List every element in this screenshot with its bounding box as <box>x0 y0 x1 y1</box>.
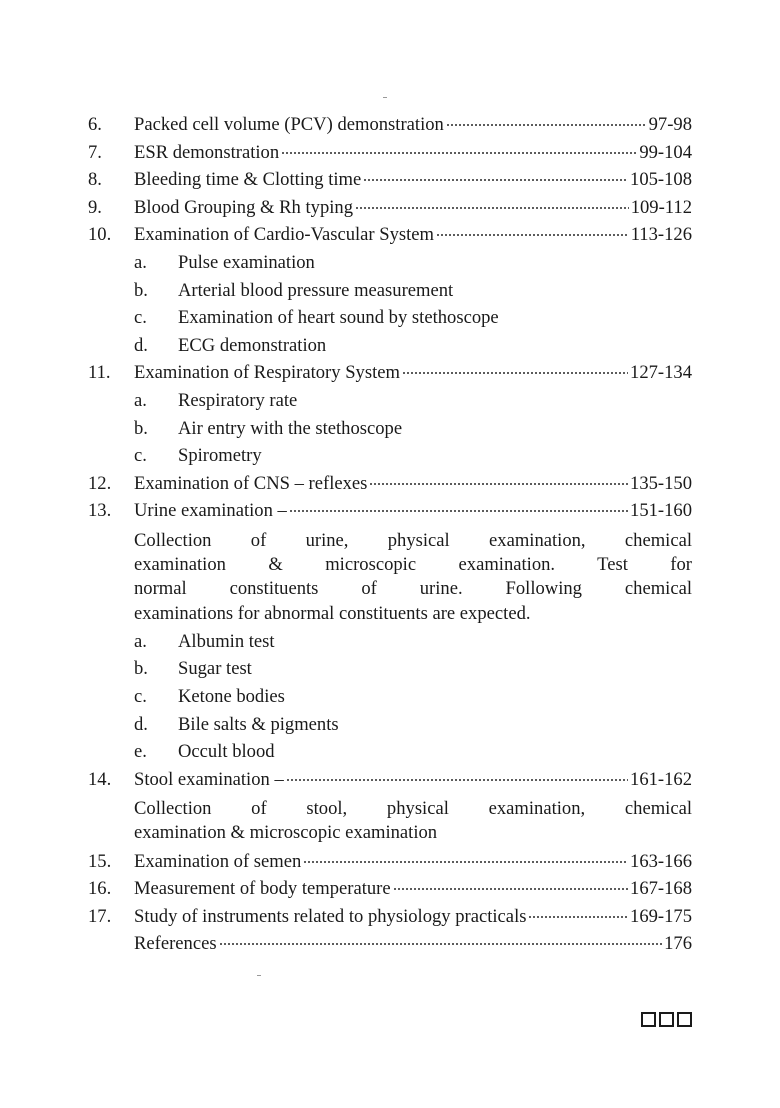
toc-entry-pages: 151-160 <box>630 500 692 522</box>
toc-entry-number: 17. <box>88 905 112 927</box>
dot-leader <box>355 207 629 209</box>
toc-entry[interactable] <box>88 766 692 794</box>
toc-entry-title: ESR demonstration <box>134 141 280 163</box>
toc-subentry <box>88 738 692 766</box>
subentry-text: Sugar test <box>178 658 252 680</box>
toc-entry-title: Measurement of body temperature <box>134 878 391 900</box>
toc-entry[interactable] <box>88 139 692 167</box>
toc-entry[interactable] <box>88 930 692 958</box>
toc-entry-number: 12. <box>88 472 112 494</box>
toc-entry-pages: 163-166 <box>630 850 692 872</box>
toc-entry[interactable] <box>88 194 692 222</box>
toc-entry-pages: 176 <box>664 933 692 955</box>
dot-leader <box>528 916 628 918</box>
toc-subentry <box>88 249 692 277</box>
dot-leader <box>289 510 628 512</box>
toc-entry-title: Packed cell volume (PCV) demonstration <box>134 114 444 135</box>
toc-subentry <box>88 655 692 683</box>
toc-subentry <box>88 442 692 470</box>
subentry-text: Ketone bodies <box>178 685 285 707</box>
toc-entry[interactable] <box>88 111 692 139</box>
toc-entry-number: 10. <box>88 224 112 246</box>
subentry-letter: a. <box>134 251 147 273</box>
toc-entry-title: Bleeding time & Clotting time <box>134 169 362 191</box>
description-line: Collection of stool, physical examination, chemical <box>134 798 692 820</box>
dot-leader <box>281 152 637 154</box>
subentry-letter: a. <box>134 389 147 411</box>
toc-entry[interactable] <box>88 221 692 249</box>
toc-entry-number: 8. <box>88 169 102 191</box>
scan-speck <box>383 97 387 98</box>
dot-leader <box>219 943 663 945</box>
toc-entry-pages: 105-108 <box>630 169 692 191</box>
description-line: normal constituents of urine. Following chemical <box>134 578 692 600</box>
subentry-letter: e. <box>134 741 147 763</box>
description-line: examination & microscopic examination. Test for <box>134 554 692 576</box>
subentry-text: Occult blood <box>178 741 275 763</box>
subentry-text: Albumin test <box>178 630 275 652</box>
toc-entry-description <box>88 797 692 845</box>
subentry-text: Air entry with the stethoscope <box>178 417 403 439</box>
toc-entry-number: 15. <box>88 850 112 872</box>
table-of-contents <box>88 111 692 958</box>
toc-entry[interactable] <box>88 875 692 903</box>
subentry-letter: c. <box>134 307 147 329</box>
toc-entry[interactable] <box>88 166 692 194</box>
toc-entry-pages: 97-98 <box>648 114 692 135</box>
toc-entry-title: Examination of Respiratory System <box>134 362 400 384</box>
subentry-text: Arterial blood pressure measurement <box>178 279 454 301</box>
toc-entry-title: Examination of CNS – reflexes <box>134 472 368 494</box>
toc-subentry <box>88 711 692 739</box>
toc-entry[interactable] <box>88 848 692 876</box>
toc-entry-number: 9. <box>88 196 102 218</box>
toc-entry-pages: 167-168 <box>630 878 692 900</box>
toc-entry-pages: 127-134 <box>630 362 692 384</box>
subentry-letter: b. <box>134 658 148 680</box>
toc-entry-pages: 109-112 <box>630 196 692 218</box>
toc-entry-pages: 99-104 <box>639 141 692 163</box>
description-line: Collection of urine, physical examination, chemical <box>134 529 692 551</box>
subentry-text: Spirometry <box>178 445 262 467</box>
toc-subentry <box>88 332 692 360</box>
end-of-section-mark-icon <box>641 1012 692 1027</box>
subentry-letter: c. <box>134 445 147 467</box>
toc-subentry <box>88 387 692 415</box>
toc-entry[interactable] <box>88 359 692 387</box>
toc-entry-title: Study of instruments related to physiology practicals <box>134 905 527 927</box>
toc-entry-title: Examination of Cardio-Vascular System <box>134 224 435 246</box>
toc-entry-pages: 113-126 <box>630 224 692 246</box>
description-line: examinations for abnormal constituents are expected. <box>134 602 531 624</box>
toc-entry-title: Stool examination – <box>134 768 284 790</box>
dot-leader <box>363 179 628 181</box>
square-icon <box>659 1012 674 1027</box>
toc-entry-pages: 169-175 <box>630 905 692 927</box>
toc-entry-title: Examination of semen <box>134 850 302 872</box>
toc-entry[interactable] <box>88 497 692 525</box>
subentry-text: Pulse examination <box>178 251 315 273</box>
dot-leader <box>393 888 628 890</box>
subentry-letter: c. <box>134 685 147 707</box>
subentry-text: Bile salts & pigments <box>178 713 339 735</box>
toc-entry-number: 13. <box>88 500 112 522</box>
toc-subentry <box>88 628 692 656</box>
dot-leader <box>402 372 628 374</box>
toc-subentry <box>88 683 692 711</box>
toc-subentry <box>88 277 692 305</box>
dot-leader <box>369 483 628 485</box>
toc-entry-pages: 161-162 <box>630 768 692 790</box>
subentry-text: ECG demonstration <box>178 334 327 356</box>
toc-subentry <box>88 415 692 443</box>
dot-leader <box>436 234 629 236</box>
subentry-text: Respiratory rate <box>178 389 298 411</box>
toc-entry-pages: 135-150 <box>630 472 692 494</box>
toc-entry-number: 6. <box>88 114 102 135</box>
dot-leader <box>303 861 628 863</box>
square-icon <box>641 1012 656 1027</box>
toc-entry-number: 16. <box>88 878 112 900</box>
scan-speck <box>257 975 261 976</box>
dot-leader <box>286 779 628 781</box>
toc-entry-description <box>88 529 692 626</box>
toc-entry-title: Blood Grouping & Rh typing <box>134 196 354 218</box>
description-line: examination & microscopic examination <box>134 822 438 844</box>
subentry-text: Examination of heart sound by stethoscope <box>178 307 499 329</box>
toc-entry-number: 11. <box>88 362 111 384</box>
toc-entry[interactable] <box>88 470 692 498</box>
subentry-letter: b. <box>134 279 148 301</box>
toc-entry-title: References <box>134 933 217 955</box>
dot-leader <box>446 124 647 126</box>
toc-entry-number: 7. <box>88 141 102 163</box>
subentry-letter: a. <box>134 630 147 652</box>
subentry-letter: d. <box>134 713 148 735</box>
toc-entry[interactable] <box>88 903 692 931</box>
square-icon <box>677 1012 692 1027</box>
subentry-letter: d. <box>134 334 148 356</box>
toc-entry-title: Urine examination – <box>134 500 287 522</box>
toc-entry-number: 14. <box>88 768 112 790</box>
subentry-letter: b. <box>134 417 148 439</box>
toc-subentry <box>88 304 692 332</box>
